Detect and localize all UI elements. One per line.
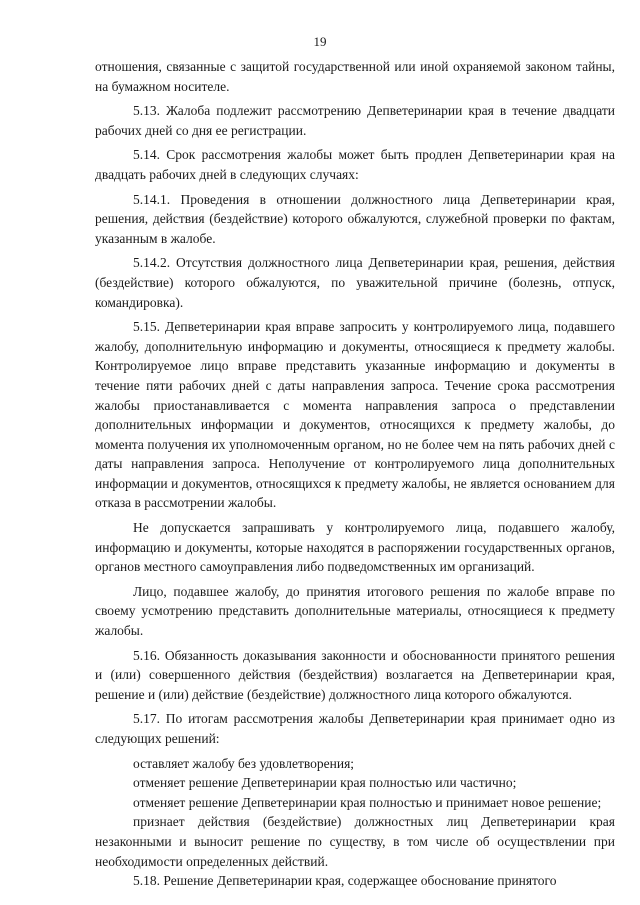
paragraph-5-13: 5.13. Жалоба подлежит рассмотрению Депветеринарии края в течение двадцати рабочих дней со дня ее регистрации. xyxy=(95,103,615,138)
list-item-decision-1: оставляет жалобу без удовлетворения; xyxy=(133,755,355,771)
paragraph-no-request: Не допускается запрашивать у контролируемого лица, подавшего жалобу, информацию и документы, которые находятся в распоряжении государственных органов, органов местного самоуправления либо подведомственных им организаций. xyxy=(95,520,615,575)
list-item-decision-2: отменяет решение Депветеринарии края полностью или частично; xyxy=(133,775,517,791)
document-body xyxy=(95,57,615,896)
list-item-decision-4: признает действия (бездействие) должностных лиц Депветеринарии края незаконными и выносит решение по существу, в том числе об осуществлении при необходимости определенных действий. xyxy=(95,814,615,869)
paragraph-5-14: 5.14. Срок рассмотрения жалобы может быть продлен Депветеринарии края на двадцать рабочих дней в следующих случаях: xyxy=(95,147,615,182)
paragraph-5-14-1: 5.14.1. Проведения в отношении должностного лица Депветеринарии края, решения, действия (бездействие) которого обжалуются, служебной проверки по фактам, указанным в жалобе. xyxy=(95,191,615,246)
paragraph-continuation: отношения, связанные с защитой государственной или иной охраняемой законом тайны, на бумажном носителе. xyxy=(95,59,615,94)
paragraph-additional-materials: Лицо, подавшее жалобу, до принятия итогового решения по жалобе вправе по своему усмотрению представить дополнительные материалы, относящиеся к предмету жалобы. xyxy=(95,583,615,639)
page-number: 19 xyxy=(313,34,327,49)
paragraph-5-16: 5.16. Обязанность доказывания законности и обоснованности принятого решения и (или) совершенного действия (бездействия) возлагается на Депветеринарии края, решение и (или) действие (бездействие) должностного лица которого обжалуются. xyxy=(95,647,615,702)
paragraph-5-14-2: 5.14.2. Отсутствия должностного лица Депветеринарии края, решения, действия (бездействие) которого обжалуются, по уважительной причине (болезнь, отпуск, командировка). xyxy=(95,255,615,310)
paragraph-5-15: 5.15. Депветеринарии края вправе запросить у контролируемого лица, подавшего жалобу, дополнительную информацию и документы, относящиеся к предмету жалобы. Контролируемое лицо вправе представить указанные информацию и документы в течение пяти рабочих дней с даты направления запроса. Течение срока рассмотрения жалобы приостанавливается с момента направления запроса о представлении дополнительных информации и документов, относящихся к предмету жалобы, до момента получения их уполномоченным органом, но не более чем на пять рабочих дней с даты направления запроса. Неполучение от контролируемого лица дополнительных информации и документов, относящихся к предмету жалобы, не является основанием для отказа в рассмотрении жалобы. xyxy=(95,319,615,511)
paragraph-5-17: 5.17. По итогам рассмотрения жалобы Депветеринарии края принимает одно из следующих решений: xyxy=(95,711,615,746)
paragraph-5-18: 5.18. Решение Депветеринарии края, содержащее обоснование принятого xyxy=(133,873,557,889)
list-item-decision-3: отменяет решение Депветеринарии края полностью и принимает новое решение; xyxy=(133,794,602,810)
